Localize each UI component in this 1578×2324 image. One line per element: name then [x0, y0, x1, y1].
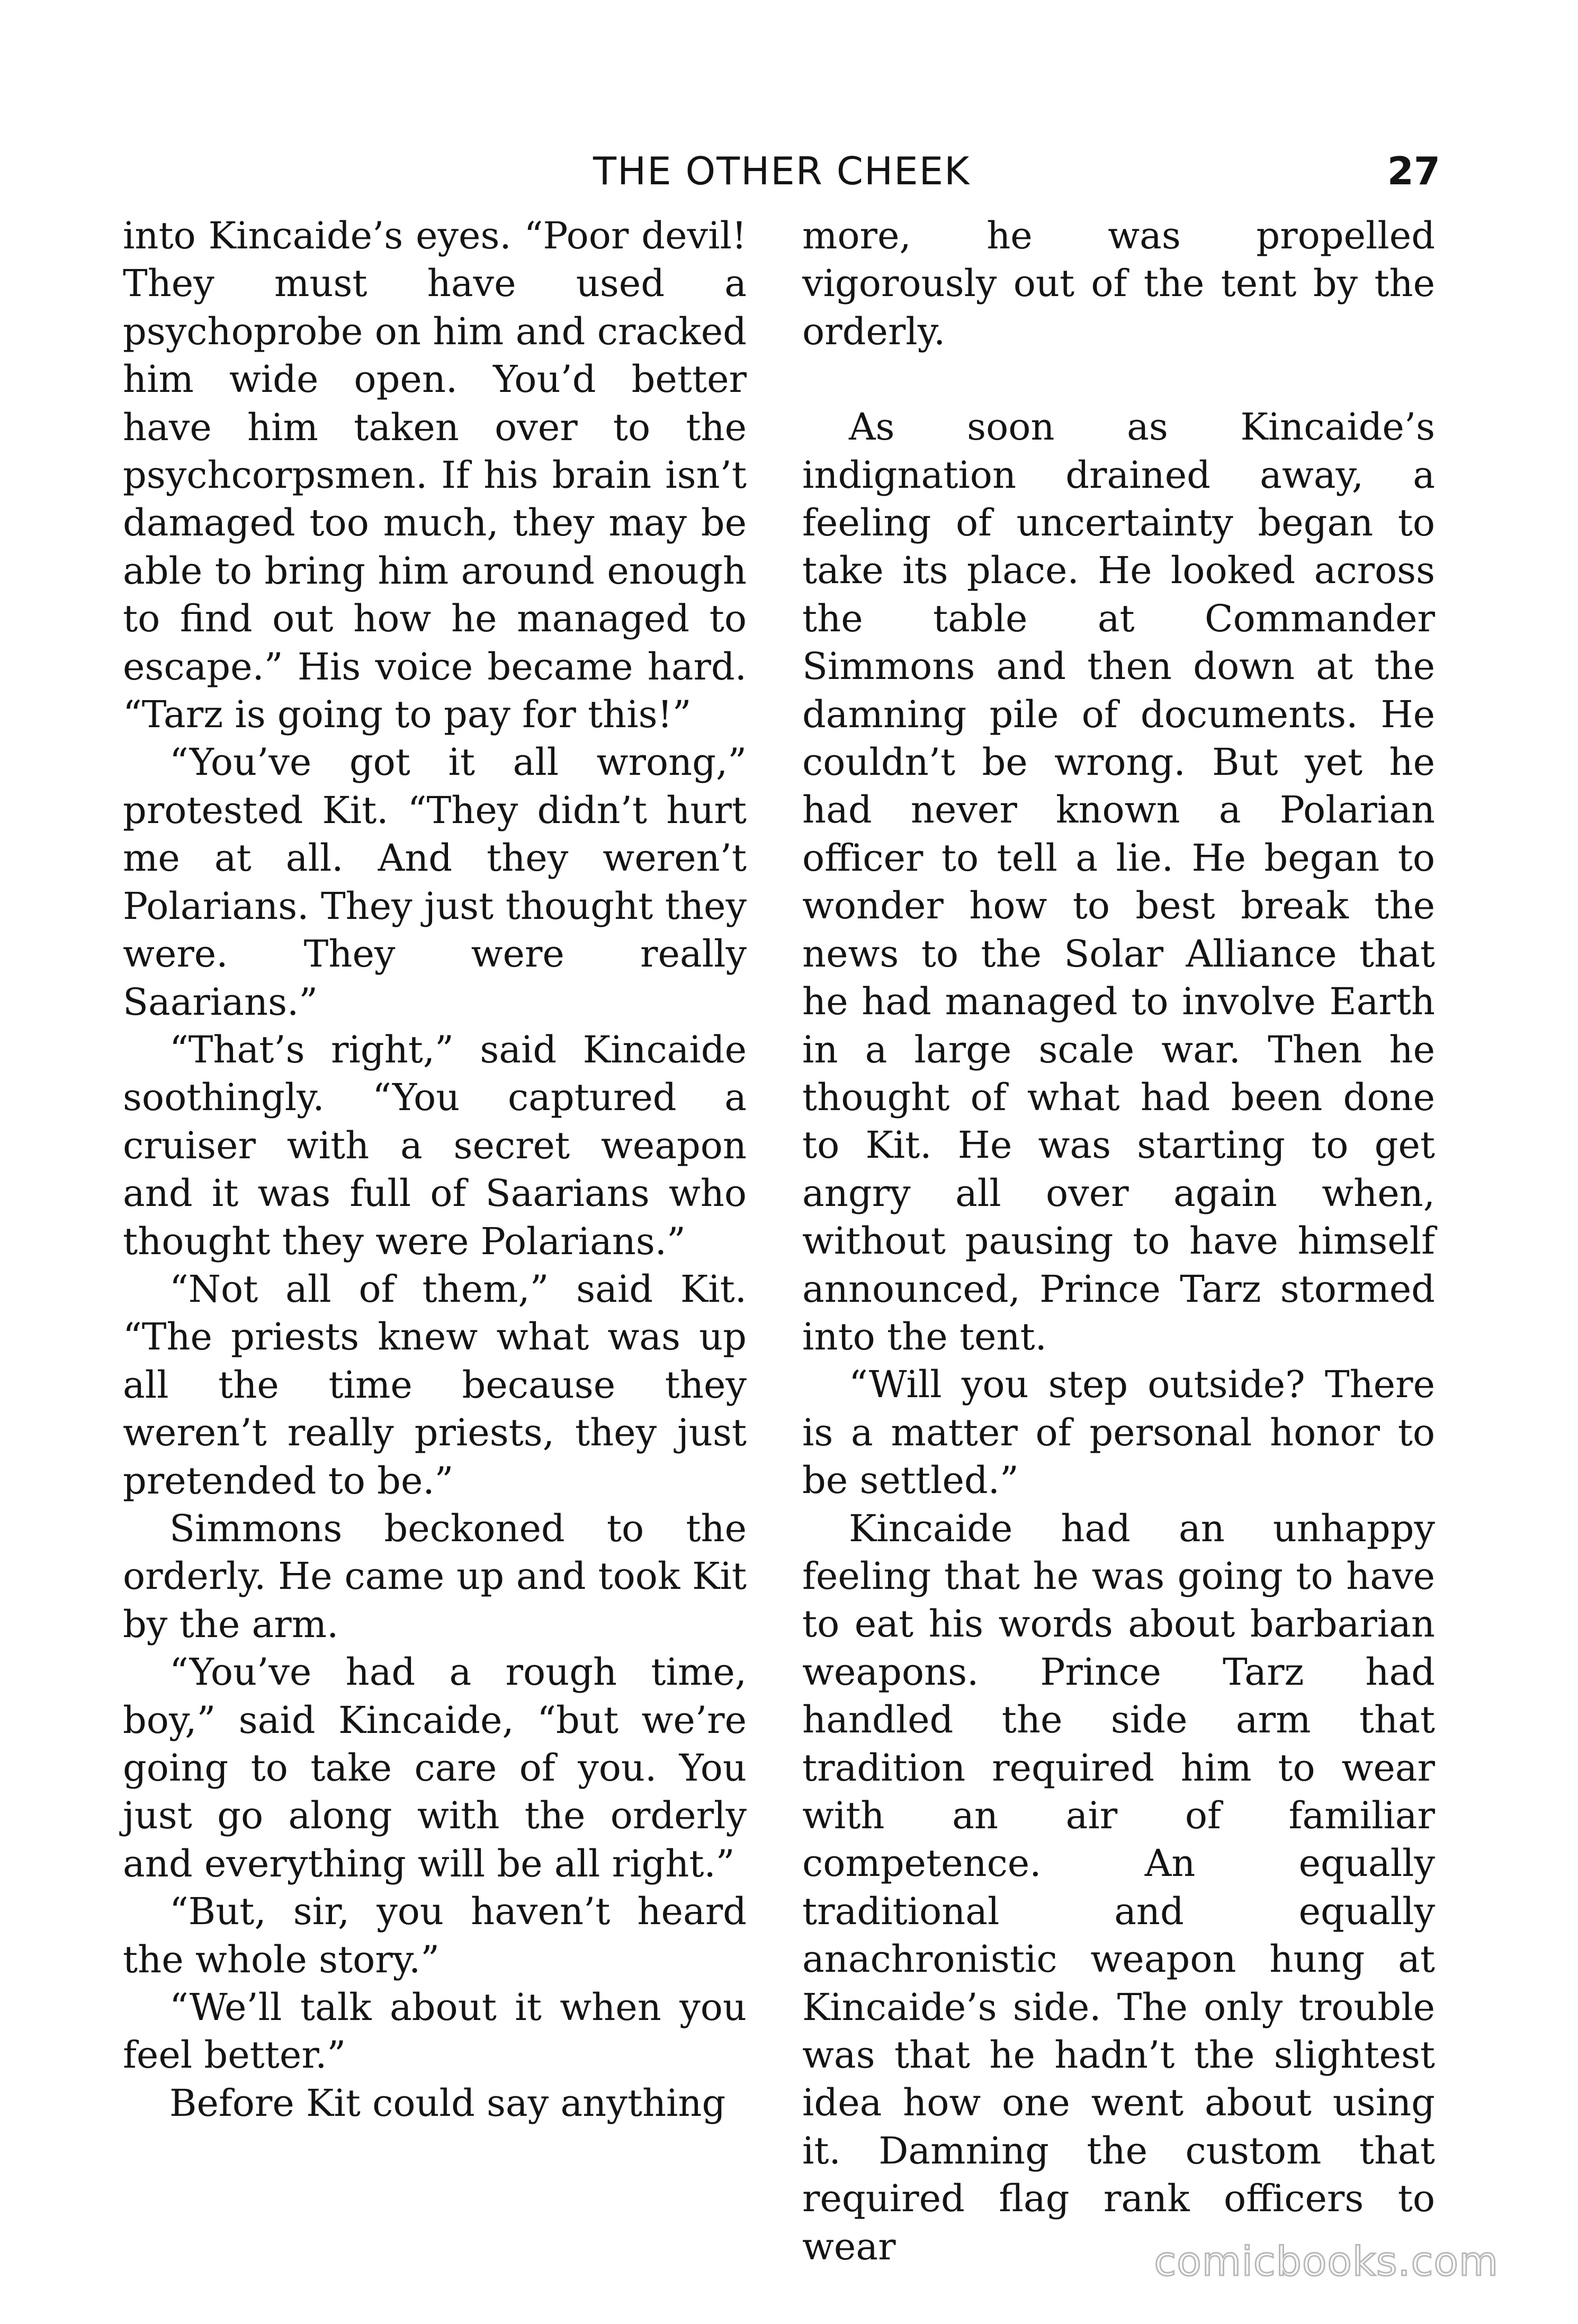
paragraph: Simmons beckoned to the orderly. He came up and took Kit by the arm. [123, 1506, 747, 1646]
watermark: comicbooks.com [1154, 2238, 1499, 2285]
page-header [116, 142, 1440, 200]
paragraph: “But, sir, you haven’t heard the whole story.” [123, 1890, 747, 1981]
paragraph: As soon as Kincaide’s indignation drained away, a feeling of uncertainty began to take its place. He looked across the table at Commander Simmons and then down at the damning pile of documents. He couldn’t be wrong. But yet he had never known a Polarian officer to tell a lie. He began to wonder how to best break the news to the Solar Alliance that he had managed to involve Earth in a large scale war. Then he thought of what had been done to Kit. He was starting to get angry all over again when, without pausing to have himself announced, Prince Tarz stormed into the tent. [802, 405, 1435, 1358]
paragraph: “You’ve had a rough time, boy,” said Kincaide, “but we’re going to take care of you. You just go along with the orderly and everything will be all right.” [123, 1650, 747, 1885]
paragraph: “You’ve got it all wrong,” protested Kit. “They didn’t hurt me at all. And they weren’t Polarians. They just thought they were. They were really Saarians.” [123, 740, 747, 1024]
right-column [802, 212, 1435, 2271]
paragraph: “Not all of them,” said Kit. “The priests knew what was up all the time because they weren’t really priests, they just pretended to be.” [123, 1267, 747, 1503]
paragraph: “We’ll talk about it when you feel better.” [123, 1986, 747, 2077]
paragraph: “Will you step outside? There is a matter of personal honor to be settled.” [802, 1363, 1435, 1503]
running-head: THE OTHER CHEEK [593, 149, 971, 193]
page-number: 27 [1387, 149, 1440, 193]
section-break [802, 355, 1435, 403]
paragraph: more, he was propelled vigorously out of the tent by the orderly. [802, 214, 1435, 353]
paragraph: into Kincaide’s eyes. “Poor devil! They must have used a psychoprobe on him and cracked him wide open. You’d better have him taken over to the psychcorpsmen. If his brain isn’t damaged too much, they may be able to bring him around enough to find out how he managed to escape.” His voice became hard. “Tarz is going to pay for this!” [123, 214, 747, 737]
left-column [123, 212, 747, 2127]
paragraph: Kincaide had an unhappy feeling that he was going to have to eat his words about barbarian weapons. Prince Tarz had handled the side arm that tradition required him to wear with an air of familiar competence. An equally traditional and equally anachronistic weapon hung at Kincaide’s side. The only trouble was that he hadn’t the slightest idea how one went about using it. Damning the custom that required flag rank officers to wear [802, 1506, 1435, 2268]
paragraph: “That’s right,” said Kincaide soothingly. “You captured a cruiser with a secret weapon and it was full of Saarians who thought they were Polarians.” [123, 1027, 747, 1263]
paragraph: Before Kit could say anything [169, 2081, 726, 2125]
